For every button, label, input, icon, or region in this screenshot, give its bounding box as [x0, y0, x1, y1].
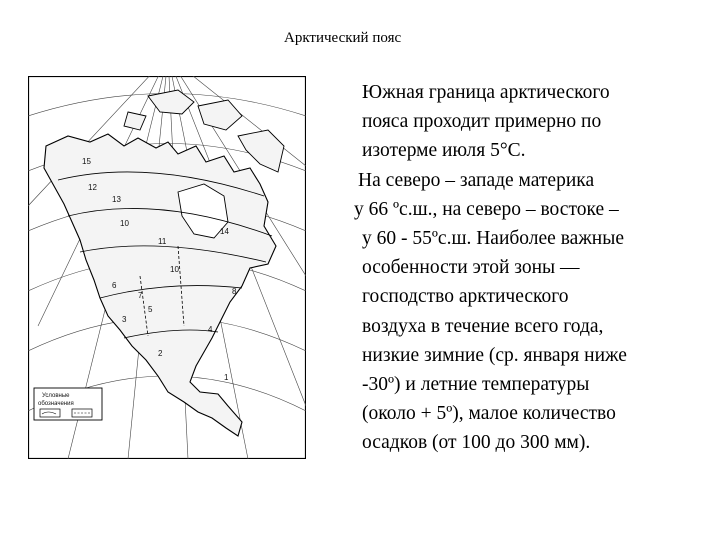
legend-title-line1: Условные [42, 393, 70, 399]
zone-label: 14 [220, 227, 229, 236]
text-line: -30º) и летние температуры [362, 374, 590, 396]
zone-label: 4 [208, 325, 213, 334]
zone-label: 3 [122, 315, 127, 324]
text-line: господство арктического [362, 286, 569, 308]
text-line: воздуха в течение всего года, [362, 315, 604, 337]
text-line: у 66 ºс.ш., на северо – востоке – [354, 198, 619, 220]
zone-label: 10 [120, 219, 129, 228]
zone-label: 11 [158, 237, 167, 246]
text-line: у 60 - 55ºс.ш. Наиболее важные [362, 228, 624, 250]
text-line: особенности этой зоны — [362, 257, 580, 279]
zone-label: 8 [232, 287, 237, 296]
text-line: изотерме июля 5°С. [362, 140, 526, 162]
text-line: осадков (от 100 до 300 мм). [362, 432, 591, 454]
zone-label: 7 [138, 291, 143, 300]
zone-label: 10 [170, 265, 179, 274]
zone-label: 13 [112, 195, 121, 204]
zone-label: 1 [224, 373, 229, 382]
text-line: пояса проходит примерно по [362, 111, 602, 133]
text-line: (около + 5º), малое количество [362, 403, 616, 425]
zone-label: 12 [88, 183, 97, 192]
zone-label: 6 [112, 281, 117, 290]
zone-label: 15 [82, 157, 91, 166]
zone-label: 5 [148, 305, 153, 314]
slide-title: Арктический пояс [284, 30, 402, 46]
text-line: низкие зимние (ср. января ниже [362, 344, 627, 366]
text-line: Южная граница арктического [362, 82, 610, 103]
zone-label: 2 [158, 349, 163, 358]
map-legend [34, 388, 102, 420]
climate-zones-map [28, 76, 306, 459]
body-text [340, 78, 710, 458]
text-line: На северо – западе материка [358, 169, 595, 191]
legend-title-line2: обозначения [38, 401, 74, 407]
